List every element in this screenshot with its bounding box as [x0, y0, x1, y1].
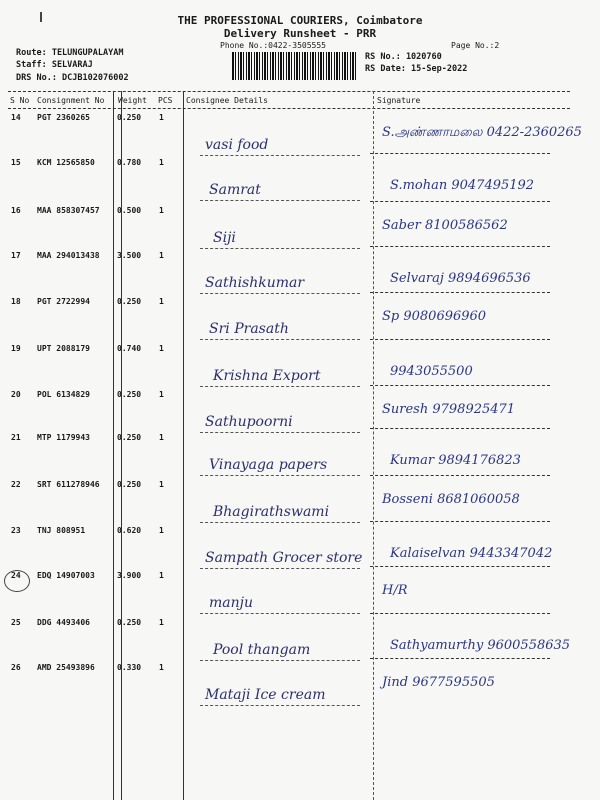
column-divider-weight-inner [121, 91, 122, 800]
row-consignment-no: SRT 611278946 [37, 480, 100, 489]
row-sno: 15 [11, 158, 21, 167]
row-consignee-underline [200, 200, 360, 201]
row-sno: 19 [11, 344, 21, 353]
row-consignment-no: MAA 858307457 [37, 206, 100, 215]
row-divider [370, 153, 550, 154]
row-pcs: 1 [159, 113, 164, 122]
row-consignment-no: AMD 25493896 [37, 663, 95, 672]
row-consignee-underline [200, 339, 360, 340]
row-consignment-no: KCM 12565850 [37, 158, 95, 167]
row-consignee-underline [200, 432, 360, 433]
row-divider [370, 246, 550, 247]
row-sno: 26 [11, 663, 21, 672]
row-weight: 0.330 [117, 663, 142, 672]
row-consignment-no: PGT 2722994 [37, 297, 90, 306]
row-weight: 0.620 [117, 526, 142, 535]
row-sno: 23 [11, 526, 21, 535]
row-weight: 0.250 [117, 618, 142, 627]
column-divider-signature [373, 91, 374, 800]
row-consignee: Sampath Grocer store [205, 550, 363, 566]
row-pcs: 1 [159, 433, 164, 442]
row-signature: Sp 9080696960 [382, 309, 487, 324]
row-divider [370, 613, 550, 614]
row-divider [370, 385, 550, 386]
row-divider [370, 292, 550, 293]
row-sno: 16 [11, 206, 21, 215]
row-consignee: Sri Prasath [209, 321, 289, 337]
company-name: THE PROFESSIONAL COURIERS, Coimbatore [177, 14, 423, 27]
row-consignee-underline [200, 522, 360, 523]
row-signature: S.அண்ணாமலை 0422-2360265 [382, 125, 582, 140]
row-signature: S.mohan 9047495192 [390, 178, 535, 193]
row-consignment-no: EDQ 14907003 [37, 571, 95, 580]
row-divider [370, 339, 550, 340]
page-number: Page No.:2 [451, 41, 500, 50]
row-consignee-underline [200, 568, 360, 569]
col-header-sno: S No [10, 96, 30, 105]
col-header-consignment: Consignment No [37, 96, 105, 105]
header-top-rule [8, 91, 570, 92]
header-bottom-rule [8, 108, 570, 109]
document-title: Delivery Runsheet - PRR [223, 27, 377, 40]
row-consignee-underline [200, 155, 360, 156]
row-consignee-underline [200, 613, 360, 614]
row-signature: Selvaraj 9894696536 [390, 271, 531, 286]
row-weight: 0.250 [117, 480, 142, 489]
row-consignee: Vinayaga papers [209, 457, 328, 473]
row-sno: 22 [11, 480, 21, 489]
row-pcs: 1 [159, 206, 164, 215]
row-divider [370, 566, 550, 567]
row-weight: 3.900 [117, 571, 142, 580]
row-divider [370, 201, 550, 202]
row-signature: Bosseni 8681060058 [382, 492, 520, 507]
row-divider [370, 658, 550, 659]
col-header-pcs: PCS [158, 96, 173, 105]
row-sno: 17 [11, 251, 21, 260]
row-consignee: Sathishkumar [205, 275, 305, 291]
row-consignment-no: UPT 2088179 [37, 344, 90, 353]
row-consignee: Siji [213, 230, 236, 246]
row-consignee-underline [200, 386, 360, 387]
row-weight: 0.250 [117, 390, 142, 399]
row-consignee-underline [200, 660, 360, 661]
rs-date: RS Date: 15-Sep-2022 [365, 64, 468, 74]
row-pcs: 1 [159, 663, 164, 672]
row-consignment-no: MTP 1179943 [37, 433, 90, 442]
row-pcs: 1 [159, 480, 164, 489]
drs-number: DRS No.: DCJB102076002 [16, 73, 129, 83]
row-weight: 0.500 [117, 206, 142, 215]
row-consignment-no: DDG 4493406 [37, 618, 90, 627]
phone-number: Phone No.:0422-3505555 [220, 41, 326, 50]
row-sno: 24 [11, 571, 21, 580]
row-pcs: 1 [159, 297, 164, 306]
row-signature: 9943055500 [390, 364, 473, 379]
row-signature: Sathyamurthy 9600558635 [390, 638, 571, 653]
row-consignment-no: MAA 294013438 [37, 251, 100, 260]
row-sno: 25 [11, 618, 21, 627]
row-divider [370, 521, 550, 522]
row-signature: Kumar 9894176823 [390, 453, 521, 468]
row-consignee: Mataji Ice cream [205, 687, 326, 703]
row-consignee-underline [200, 293, 360, 294]
row-pcs: 1 [159, 251, 164, 260]
row-consignment-no: TNJ 808951 [37, 526, 86, 535]
row-consignee-underline [200, 248, 360, 249]
row-signature: H/R [382, 583, 408, 598]
column-divider-weight [113, 91, 114, 800]
row-sno: 21 [11, 433, 21, 442]
col-header-signature: Signature [377, 96, 421, 105]
row-consignee-underline [200, 705, 360, 706]
row-signature: Jind 9677595505 [382, 675, 495, 690]
column-divider-consignee [183, 91, 184, 800]
row-weight: 0.250 [117, 297, 142, 306]
row-pcs: 1 [159, 526, 164, 535]
row-consignee-underline [200, 475, 360, 476]
row-weight: 0.740 [117, 344, 142, 353]
row-weight: 0.780 [117, 158, 142, 167]
row-pcs: 1 [159, 571, 164, 580]
row-pcs: 1 [159, 158, 164, 167]
row-weight: 0.250 [117, 433, 142, 442]
col-header-consignee: Consignee Details [186, 96, 268, 105]
row-consignment-no: POL 6134829 [37, 390, 90, 399]
row-consignee: Krishna Export [213, 368, 321, 384]
row-divider [370, 475, 550, 476]
row-consignee: Sathupoorni [205, 414, 293, 430]
staff: Staff: SELVARAJ [16, 60, 93, 70]
row-signature: Kalaiselvan 9443347042 [390, 546, 553, 561]
row-consignee: Bhagirathswami [213, 504, 330, 520]
row-signature: Saber 8100586562 [382, 218, 508, 233]
row-consignee: Pool thangam [213, 642, 311, 658]
row-weight: 3.500 [117, 251, 142, 260]
col-header-weight: Weight [118, 96, 147, 105]
row-pcs: 1 [159, 618, 164, 627]
row-sno: 20 [11, 390, 21, 399]
row-consignment-no: PGT 2360265 [37, 113, 90, 122]
row-consignee: vasi food [205, 137, 269, 153]
row-divider [370, 428, 550, 429]
route: Route: TELUNGUPALAYAM [16, 48, 124, 58]
row-consignee: Samrat [209, 182, 261, 198]
row-sno: 18 [11, 297, 21, 306]
row-signature: Suresh 9798925471 [382, 402, 516, 417]
barcode [232, 52, 358, 80]
row-sno: 14 [11, 113, 21, 122]
row-consignee: manju [209, 595, 253, 611]
rs-number: RS No.: 1020760 [365, 52, 442, 62]
row-pcs: 1 [159, 390, 164, 399]
row-weight: 0.250 [117, 113, 142, 122]
row-pcs: 1 [159, 344, 164, 353]
